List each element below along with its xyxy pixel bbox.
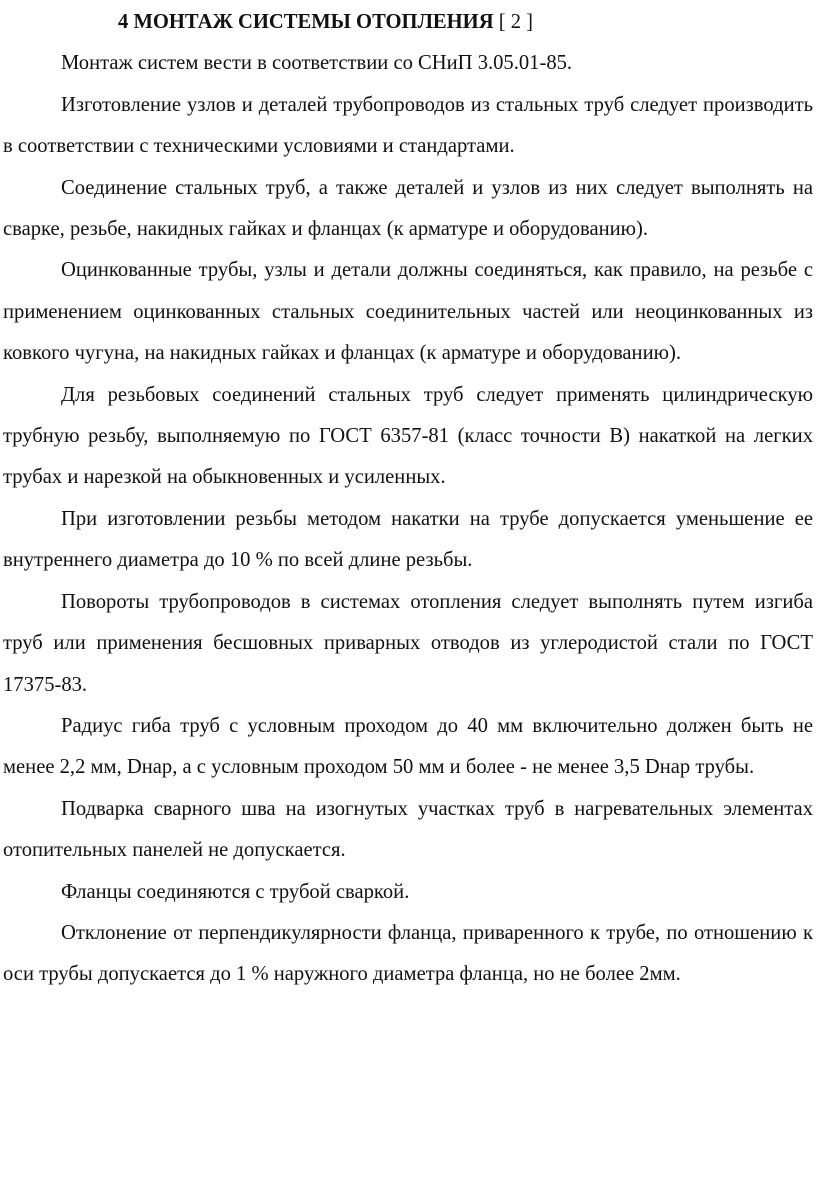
paragraph-bend-radius: Радиус гиба труб с условным проходом до 40 мм включительно должен быть не менее 2,2 мм, Dнар, а с условным проходом 50 мм и более - не менее 3,5 Dнар трубы.: [3, 714, 813, 779]
paragraph-galvanized-pipes: Оцинкованные трубы, узлы и детали должны соединяться, как правило, на резьбе с применением оцинкованных стальных соединительных частей или неоцинкованных из ковкого чугуна, на накидных гайках и фланцах (к арматуре и оборудованию).: [3, 259, 813, 365]
paragraph-flange-welding: Фланцы соединяются с трубой сваркой.: [61, 880, 410, 903]
paragraph-manufacturing: Изготовление узлов и деталей трубопроводов из стальных труб следует производить в соответствии с техническими условиями и стандартами.: [3, 93, 813, 158]
paragraph-joining-methods: Соединение стальных труб, а также деталей и узлов из них следует выполнять на сварке, резьбе, накидных гайках и фланцах (к арматуре и оборудованию).: [3, 176, 813, 241]
paragraph-thread-rolling: При изготовлении резьбы методом накатки на трубе допускается уменьшение ее внутреннего диаметра до 10 % по всей длине резьбы.: [3, 507, 813, 572]
paragraph-threaded-joints: Для резьбовых соединений стальных труб следует применять цилиндрическую трубную резьбу, выполняемую по ГОСТ 6357-81 (класс точности В) накаткой на легких трубах и нарезкой на обыкновенных и усиленных.: [3, 383, 813, 489]
section-heading: [3, 2, 813, 43]
paragraph-weld-repair: Подварка сварного шва на изогнутых участках труб в нагревательных элементах отопительных панелей не допускается.: [3, 797, 813, 862]
paragraph-snip-reference: Монтаж систем вести в соответствии со СНиП 3.05.01-85.: [61, 52, 573, 75]
paragraph-pipe-bends: Повороты трубопроводов в системах отопления следует выполнять путем изгиба труб или применения бесшовных приварных отводов из углеродистой стали по ГОСТ 17375-83.: [3, 590, 813, 696]
reference-marker: [ 2 ]: [498, 11, 534, 33]
paragraph-flange-tolerance: Отклонение от перпендикулярности фланца, приваренного к трубе, по отношению к оси трубы допускается до 1 % наружного диаметра фланца, но не более 2мм.: [3, 921, 813, 986]
section-title: 4 МОНТАЖ СИСТЕМЫ ОТОПЛЕНИЯ: [118, 11, 494, 33]
